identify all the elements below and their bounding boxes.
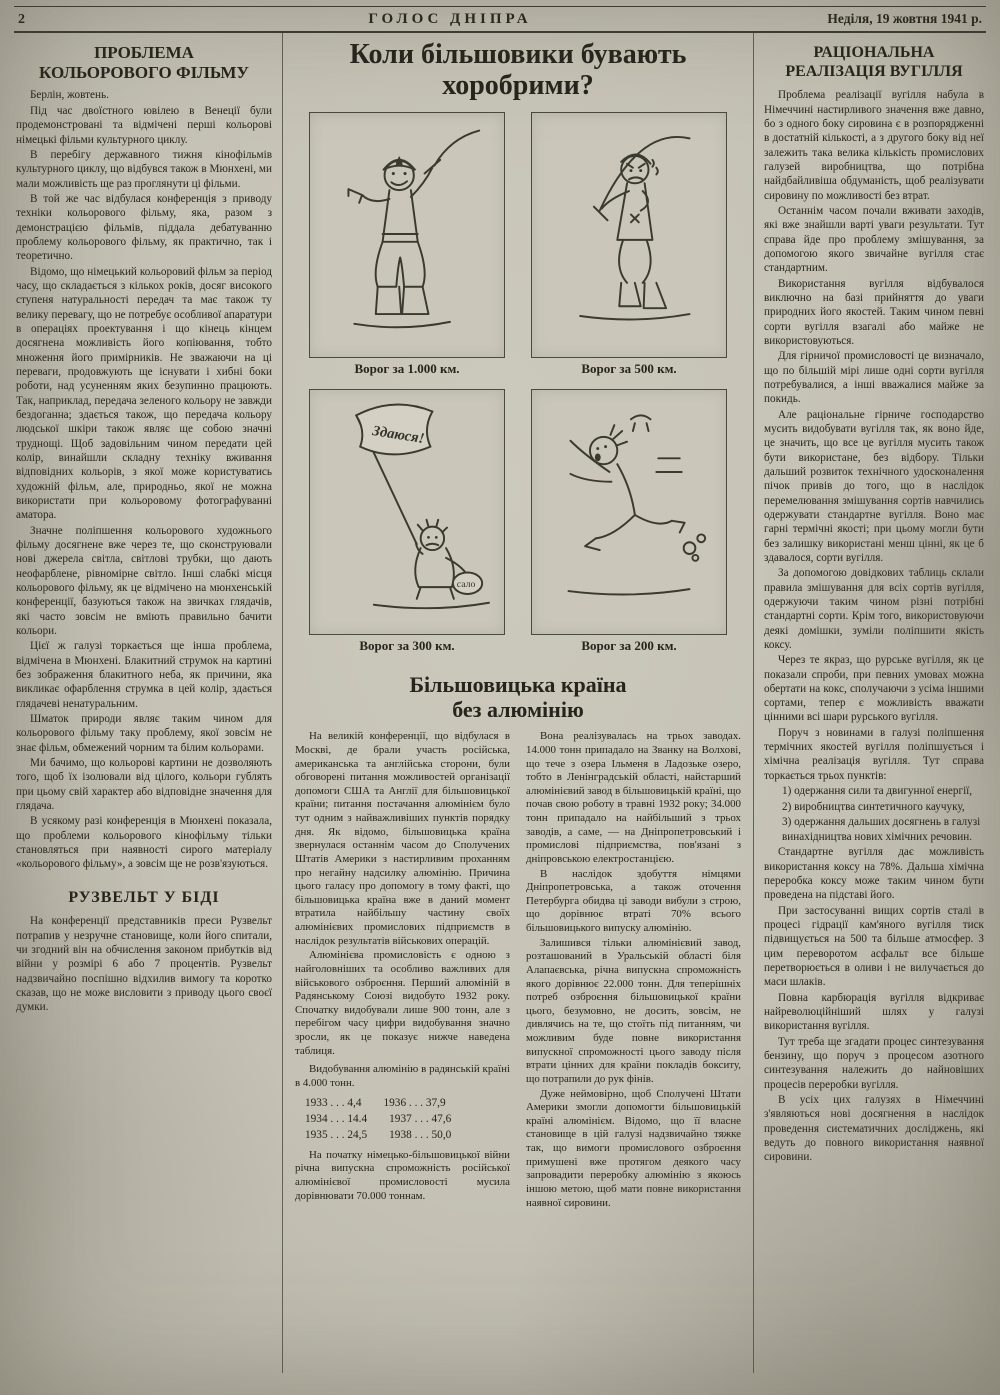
cartoon-drawing-1	[309, 112, 505, 358]
aluminum-title-line1: Більшовицька країна	[409, 671, 627, 697]
dot-leader: . . .	[327, 1112, 348, 1125]
paragraph: Шматок природи являє таким чином для кольорового фільму таку проблему, якої зовсім не знає фільм, обмежений чорним та білим кольорами.	[16, 712, 272, 754]
table-cell: 1937	[389, 1112, 412, 1125]
cartoon-title-line2: хоробрими?	[442, 70, 594, 102]
table-cell: 1933	[305, 1096, 328, 1109]
paragraph: Цієї ж галузі торкається ще інша проблема, відмічена в Мюнхені. Блакитний струмок на картині без зображення блакитного неба, як причини, яка викликає офарблення струмка в цей колір, здається глядачеві ненатуральним.	[16, 640, 272, 710]
paragraph: В усіх цих галузях в Німеччині з'являються нові досягнення в наслідок проведення систематичних досліджень, які ведуть до повного використання наявної сировини.	[764, 1093, 984, 1164]
paragraph: На великій конференції, що відбулася в Москві, де брали участь російська, американська та англійська сторони, були обговорені питання можливостей організації допомоги США та Англії для більшовицької країни; питання постачання алюмінієм було тут одним з найважливіших пунктів порядку дня. Як відомо, більшовицька країна звернулася останнім часом до Сполучених Штатів Америки з настирливим проханням про негайну надсилку алюмінію. Причина цього галасу про допомогу в тому факті, що більшовицька країна вже в даний момент втратила найбільшу частину своїх алюмінієвих промислових підприємств в наслідок результатів військових операцій.	[295, 730, 510, 947]
paragraph: На конференції представників преси Рузвельт потрапив у незручне становище, коли його спитали, чи згодний він на обчислення законом прибутків від війни у розмірі 6 або 7 процентів. Рузвельт надзвичайно поспішно відхилив вимогу та коротко сказав, що не може висловити з приводу цього своєї думки.	[16, 915, 272, 1014]
paragraph: За допомогою довідкових таблиць склали правила змішування для всіх сортів вугілля, одержуючи таким чином різні потрібні стандартні сорти. Крім того, використовуючи деякі домішки, зуміли поліпшити якість коксу.	[764, 567, 984, 651]
fleeing-soldier-cartoon	[532, 390, 726, 634]
cartoon-caption-4: Ворог за 200 км.	[581, 637, 677, 653]
dateline: Берлін, жовтень.	[30, 89, 109, 102]
surrender-flag-text: Здаюся!	[371, 422, 426, 447]
film-article-body	[16, 104, 272, 871]
aluminum-table	[295, 1063, 510, 1143]
dot-leader: . . .	[327, 1096, 348, 1109]
coal-paragraphs-a	[764, 88, 984, 783]
paragraph: Тут треба ще згадати процес синтезування бензину, що поруч з процесом азотного синтезування належить до найновіших процесів переробки вугілля.	[764, 1035, 984, 1091]
table-row	[295, 1111, 510, 1127]
cartoon-cell-4	[531, 389, 727, 662]
nervous-soldier-cartoon	[532, 113, 726, 357]
columns	[14, 33, 986, 1373]
table-cell: 24,5	[347, 1129, 368, 1142]
paragraph: В перебігу державного тижня кінофільмів культурного циклу, що відбувся також в Мюнхені, ми мали можливість ще раз проглянути ці фільми.	[16, 149, 272, 190]
aluminum-col1-tail: На початку німецько-більшовицької війни річна випускна спроможність російської алюмінієвої промисловості мусила дорівнювати 70.000 тоннам.	[295, 1148, 510, 1202]
paragraph: 2) виробництва синтетичного каучуку,	[782, 800, 965, 813]
aluminum-subcol-2	[526, 730, 741, 1211]
paragraph: Поруч з новинами в галузі поліпшення термічних якостей вугілля поліпшується і хімічна реалізація вугілля. Тут справа торкається трьох пунктів:	[764, 726, 984, 782]
paragraph: Повна карбюрація вугілля відкриває найреволюційніший шлях у галузі використання вугілля.	[764, 991, 984, 1033]
coal-title-line2: РЕАЛІЗАЦІЯ ВУГІЛЛЯ	[785, 63, 963, 81]
paragraph: Ми бачимо, що кольорові картини не дозволяють того, щоб їх ізолювали від цілого, кольори гублять при цьому свій характер або відповідне значення для глядача.	[16, 756, 272, 812]
coal-article-title	[764, 43, 984, 81]
paragraph: Під час двоїстного ювілею в Венеції були продемонстровані та відмічені перші кольорові німецькі фільми культурного циклу.	[16, 105, 272, 146]
roosevelt-article-body	[16, 914, 272, 1014]
masthead-title: ГОЛОС ДНІПРА	[368, 11, 532, 27]
paragraph: Через те якраз, що рурське вугілля, як це показали спроби, при певних умовах можна обертати на кокс, сполучаючи з усіма іншими сортами, тепер є можливість вважати цінними всі шари рурського вугілля.	[764, 654, 984, 724]
table-cell: 1935	[305, 1129, 328, 1142]
paragraph: Використання вугілля відбувалося виключно на базі прийняття до уваги природних його якостей. Таким чином певні сорти вугілля взагалі або майже не використовуються.	[764, 277, 984, 347]
cartoon-title-line1: Коли більшовики бувають	[349, 39, 687, 70]
cartoon-grid	[295, 112, 741, 662]
paragraph: При застосуванні вищих сортів сталі в процесі гідрації кам'яного вугілля тиск підвищується на 500 та більше атмосфер. З цим переворотом асфальт все більше перетворюється в оливи і не вилучається до маси шлаків.	[764, 904, 984, 989]
issue-date: Неділя, 19 жовтня 1941 р.	[827, 11, 982, 26]
paragraph: В наслідок здобуття німцями Дніпропетровська, а також оточення Петербурга обидва ці заводи вибули з строю, що дорівнює втраті 70% всього більшовицького випуску алюмінію.	[526, 867, 741, 935]
paragraph: Значне поліпшення кольорового художнього фільму досягнене вже через те, що сконструювали нові джерела світла, світлові трубки, що дають неофарблене, рівномірне світло. Інші слабкі місця кольорового фільму, як це відмічено на мюнхенській конференції, базуються також на звичках глядачів, які часто зовсім не вміють правильно бачити кольори.	[16, 524, 272, 637]
dot-leader: . . .	[406, 1096, 426, 1109]
left-column	[14, 33, 283, 1373]
table-row	[295, 1095, 510, 1111]
cartoon-drawing-4	[531, 389, 727, 635]
paragraph: 1) одержання сили та двигунної енергії,	[782, 785, 973, 798]
paragraph: Стандартне вугілля дає можливість використання коксу на 78%. Дальша хімічна переробка коксу може таким чином бути проведена на підставі його.	[764, 846, 984, 902]
cartoon-caption-2: Ворог за 500 км.	[581, 360, 677, 376]
table-cell: 1934	[305, 1112, 328, 1125]
cartoon-cell-3	[309, 389, 505, 662]
dot-leader: . . .	[327, 1129, 348, 1142]
film-article-title	[16, 43, 272, 83]
paragraph: Залишився тільки алюмінієвий завод, розташований в Уральській області біля Алапаєвська, річна випускна спроможність якого дорівнює 22.000 тонн. Для теперішніх потреб озброєння більшовицької країни цього, безумовно, не досить, зовсім, не дивлячись на те, що стоїть під питанням, чи можливим буде повне використання випускної спроможності цього заводу після втрати цінних для країни покладів бокситу, що потрапили до рук фінів.	[526, 936, 741, 1085]
film-article-title-line1: ПРОБЛЕМА	[94, 43, 194, 62]
aluminum-title-line2: без алюмінію	[452, 697, 584, 723]
table-row	[295, 1127, 510, 1143]
paragraph: Алюмінієва промисловість є одною з найголовніших та особливо важливих для військового озброєння. Перший алюміній в Радянському Союзі видобуто 1932 року. Спочатку видобували лише 900 тонн, але з перебігом часу цифри видобування значно зросли, як це показує нижче наведена таблиця.	[295, 949, 510, 1057]
table-cell: 1938	[389, 1129, 412, 1142]
table-cell: 1936	[383, 1096, 407, 1109]
table-cell: 4,4	[347, 1096, 362, 1109]
table-cell: 37,9	[425, 1096, 446, 1109]
dot-leader: . . .	[411, 1112, 432, 1125]
film-article-title-line2: КОЛЬОРОВОГО ФІЛЬМУ	[39, 63, 249, 83]
paragraph: Для гірничої промисловості це визначало, що по більшій мірі лише одні сорти вугілля потребувалися, а інші вважалися майже за покидь.	[764, 350, 984, 406]
cartoon-cell-2	[531, 112, 727, 385]
aluminum-article-title	[295, 672, 741, 723]
coal-numbered-list	[764, 784, 984, 844]
surrender-flag-cartoon	[310, 390, 504, 634]
table-cell: 14.4	[347, 1112, 368, 1125]
paragraph: Останнім часом почали вживати заходів, які вже знайшли варті уваги результати. Тут справа йде про проблему змішування, за допомогою якого звичайне вугілля стає стандартним.	[764, 205, 984, 275]
paragraph: В той же час відбулася конференція з приводу техніки кольорового фільму, яка, разом з демонстрацією фільмів, піддала дебатуванню проблему кольорового фільму, як практично, так і теоретично.	[16, 193, 272, 263]
dot-leader: . . .	[411, 1129, 432, 1142]
paragraph: Відомо, що німецький кольоровий фільм за період часу, що складається з кількох років, досяг високого ступеня натуральності передач та має також ту велику перевагу, що не потребує особливої апаратури в операціях проектування і що кінець кінцем досягнена можливість його копіювання, тобто множення його примірників. Не зважаючи на ці переваги, продовжують ще існувати і хибні боки роботи, над усуненням яких безупинно працюють. Так, наприклад, передача зеленого кольору не завжди бездоганна; здається також, що передача кольору людської шкіри також являє ще собою значні труднощі. Щоб задовільним чином передати цей колір, винайшли складну техніку вживання відповідних кольорів, з якої може користуватись художній фільм, але, природньо, якої не можна використати при кольоровому фотографуванні аматора.	[16, 265, 272, 522]
center-column	[283, 33, 754, 1373]
right-column	[754, 33, 986, 1373]
brave-soldier-cartoon	[310, 113, 504, 357]
coal-title-line1: РАЦІОНАЛЬНА	[813, 44, 935, 61]
page-number: 2	[18, 12, 25, 27]
roosevelt-article-title: РУЗВЕЛЬТ У БІДІ	[68, 889, 220, 907]
paragraph: Але раціональне гірниче господарство мусить видобувати вугілля так, як воно йде, це значить, що все це вугілля мусить також бути використане, без відбору. Тільки дальший розвиток технічного удосконалення пічок привів до того, що в наслідок перемелювання змішування сортів навчились одержувати стандартне вугілля. Воно має гарні термічні якості; при цьому могли бути без залишку використані менш цінні, як це б здавалося, сорти вугілля.	[764, 408, 984, 564]
cartoon-drawing-2	[531, 112, 727, 358]
paragraph: 3) одержання дальших досягнень в галузі винахідництва нових хімічних речовин.	[782, 816, 981, 843]
cartoon-caption-1: Ворог за 1.000 км.	[354, 360, 460, 376]
cartoon-drawing-3	[309, 389, 505, 635]
cartoon-cell-1	[309, 112, 505, 385]
cartoon-feature-title	[295, 39, 741, 102]
paragraph: В усякому разі конференція в Мюнхені показала, що проблеми кольорового кінофільму тільки становляться при наявності сирого матеріалу «кольорового фільму», а зовсім ще не розв'язуються.	[16, 815, 272, 871]
aluminum-subcol-1	[295, 730, 510, 1211]
aluminum-table-caption: Видобування алюмінію в радянській країні в 4.000 тонн.	[295, 1063, 510, 1089]
paragraph: Дуже неймовірно, щоб Сполучені Штати Америки змогли допомогти більшовицькій країні алюмінієм. Відомо, що її власне становище в цій галузі надзвичайно тяжке так, що вимоги промислового озброєння примушені вже протягом деякого часу запровадити переробку алюмінію з якоюсь іншою метою, щоб мати повне використання наявної сировини.	[526, 1087, 741, 1209]
aluminum-col1-paragraphs	[295, 730, 510, 1058]
aluminum-article-body	[295, 730, 741, 1211]
paragraph: Вона реалізувалась на трьох заводах. 14.000 тонн припадало на Званку на Волхові, що тече з озера Ільменя в Ладозьке озеро, тобто в Ленінградській області, найстарший алюмінієвий завод в більшовицькій країні, що почав свою роботу в травні 1932 року; 34.000 тонн припадало на найбільший з трьох заводів, а саме, — на Дніпропетровський і промислові підприємства, пов'язані з дніпровською електростанцією.	[526, 730, 741, 865]
page-header	[14, 6, 986, 33]
table-cell: 47,6	[431, 1112, 452, 1125]
table-cell: 50,0	[431, 1129, 452, 1142]
paragraph: Проблема реалізації вугілля набула в Німеччині настирливого значення вже давно, бо з одного боку сировина є в розпорядженні в достатній кількості, а з другого боку від неї залежить така велика кількість промислових галузей виробництва, що потрібна найдбайливіша обдуманість, щоб реалізувати сировину по можливості без втрат.	[764, 89, 984, 202]
aluminum-col2-paragraphs	[526, 730, 741, 1210]
lard-sack-text: сало	[456, 578, 476, 590]
coal-paragraphs-b	[764, 845, 984, 1164]
cartoon-caption-3: Ворог за 300 км.	[359, 637, 455, 653]
